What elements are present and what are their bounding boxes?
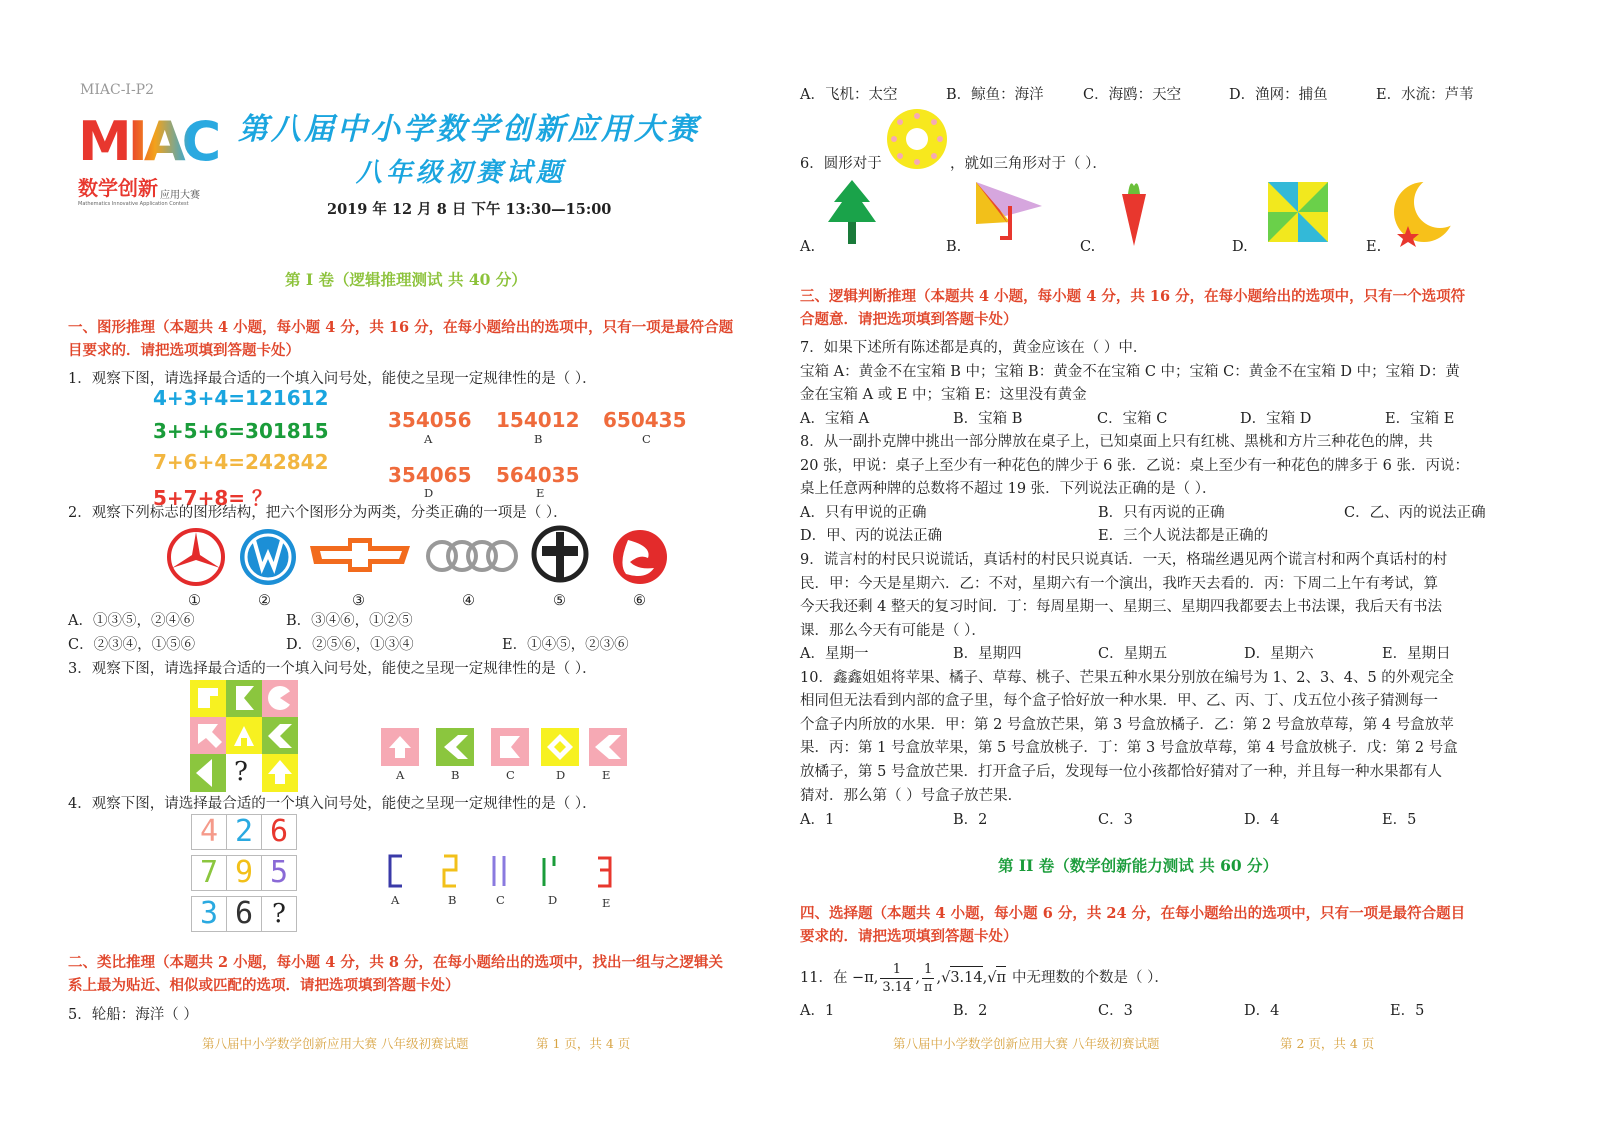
- exam-code: MIAC-I-P2: [80, 82, 155, 98]
- section2-heading-cont: 系上最为贴近、相似或匹配的选项．请把选项填到答题卡处）: [68, 977, 460, 994]
- q4-option-a-letter: A: [391, 893, 400, 907]
- q8-option-b: B．只有丙说的正确: [1098, 505, 1225, 521]
- exam-date: 2019 年 12 月 8 日 下午 13:30—15:00: [327, 201, 612, 218]
- q1-option-e-value: 564035: [496, 463, 580, 487]
- section3-heading-cont: 合题意．请把选项填到答题卡处）: [800, 311, 1018, 328]
- miac-logo: [78, 112, 218, 212]
- q8-option-a: A．只有甲说的正确: [800, 505, 927, 521]
- part1-title: 第 I 卷（逻辑推理测试 共 40 分）: [285, 270, 527, 289]
- question-6-suffix: ，就如三角形对于（ ）．: [950, 156, 1107, 172]
- question-11: 11．在 −π, 1 3.14 , 1 π ,√ 3.14 ,√ π 中无理数的个数是（ ）．: [800, 961, 1169, 995]
- q1-option-b-letter: B: [534, 432, 543, 446]
- q4-cell-8: 6: [226, 896, 262, 932]
- q2-number-1: ①: [188, 593, 201, 609]
- q1-option-e-letter: E: [536, 486, 545, 500]
- q9-option-b: B．星期四: [953, 646, 1022, 662]
- question-2: 2．观察下列标志的图形结构，把六个图形分为两类，分类正确的一项是（ ）．: [68, 505, 568, 521]
- q2-option-a: A．①③⑤，②④⑥: [68, 613, 195, 629]
- q5-option-e: E．水流：芦苇: [1376, 87, 1474, 103]
- section1-heading: 一、图形推理（本题共 4 小题，每小题 4 分，共 16 分，在每小题给出的选项中，只有一项是最符合题: [68, 319, 734, 336]
- q4-cell-2: 2: [226, 814, 262, 850]
- question-9-line-1: 9．谎言村的村民只说谎话，真话村的村民只说真话．一天，格瑞丝遇见两个谎言村和两个真话村的村: [800, 552, 1448, 568]
- q8-option-d: D．甲、丙的说法正确: [800, 528, 943, 544]
- hongqi-logo-icon: [534, 528, 586, 580]
- section3-heading: 三、逻辑判断推理（本题共 4 小题，每小题 4 分，共 16 分，在每小题给出的选项中，只有一个选项符: [800, 288, 1466, 305]
- q10-option-d: D．4: [1244, 812, 1280, 828]
- pinwheel-icon: [1268, 182, 1328, 242]
- q3-question-mark: ?: [234, 757, 248, 787]
- q1-option-c-value: 650435: [603, 408, 687, 432]
- section4-heading-cont: 要求的．请把选项填到答题卡处）: [800, 928, 1018, 945]
- question-6-prefix: 6．圆形对于: [800, 156, 882, 172]
- q1-option-d-value: 354065: [388, 463, 472, 487]
- q2-number-4: ④: [462, 593, 475, 609]
- question-9-line-4: 课．那么今天有可能是（ ）．: [800, 623, 986, 639]
- moon-star-icon: [1394, 176, 1464, 247]
- question-10-line-4: 果．丙：第 1 号盒放苹果，第 5 号盒放桃子．丁：第 3 号盒放草莓，第 4 号盒放桃子．戊：第 2 号盒: [800, 740, 1458, 756]
- question-10-line-3: 个盒子内所放的水果．甲：第 2 号盒放芒果，第 3 号盒放橘子．乙：第 2 号盒放草莓，第 4 号盒放苹: [800, 717, 1454, 733]
- q1-equation-3: 7+6+4=242842: [153, 450, 329, 474]
- q4-option-c-letter: C: [496, 893, 505, 907]
- mercedes-logo-icon: [169, 530, 223, 584]
- question-4: 4．观察下图，请选择最合适的一个填入问号处，能使之呈现一定规律性的是（ ）．: [68, 796, 597, 812]
- q1-equation-4: 5+7+8= ？: [153, 486, 272, 510]
- question-8-line-3: 桌上任意两种牌的总数将不超过 19 张．下列说法正确的是（ ）．: [800, 481, 1217, 497]
- q1-option-b-value: 154012: [496, 408, 580, 432]
- volkswagen-logo-icon: [240, 529, 296, 585]
- q10-option-c: C．3: [1098, 812, 1133, 828]
- logo-subtitle2: 应用大赛: [160, 190, 200, 201]
- q8-option-e: E．三个人说法都是正确的: [1098, 528, 1269, 544]
- q3-option-b-letter: B: [451, 768, 460, 782]
- q9-option-c: C．星期五: [1098, 646, 1168, 662]
- q11-prefix: 11．在 −π,: [800, 969, 879, 986]
- page1-number: 第 1 页，共 4 页: [536, 1036, 631, 1051]
- q4-cell-6: 5: [261, 855, 297, 891]
- q4-options: [384, 852, 624, 892]
- q8-option-c: C．乙、丙的说法正确: [1344, 505, 1486, 521]
- question-5: 5．轮船：海洋（ ）: [68, 1007, 198, 1023]
- q11-option-c: C．3: [1098, 1003, 1133, 1019]
- question-3: 3．观察下图，请选择最合适的一个填入问号处，能使之呈现一定规律性的是（ ）．: [68, 661, 597, 677]
- chevrolet-logo-icon: [310, 538, 410, 572]
- exam-title: 第八届中小学数学创新应用大赛: [238, 112, 700, 147]
- donut-icon: [886, 108, 948, 170]
- exam-subtitle: 八年级初赛试题: [356, 158, 567, 188]
- q4-cell-5: 9: [226, 855, 262, 891]
- page1-footer: 第八届中小学数学创新应用大赛 八年级初赛试题: [202, 1036, 469, 1051]
- q4-cell-3: 6: [261, 814, 297, 850]
- q10-option-a: A．1: [800, 812, 835, 828]
- logo-subtitle: 数学创新: [78, 176, 158, 200]
- q2-option-d: D．②⑤⑥，①③④: [286, 637, 414, 653]
- umbrella-icon: [976, 182, 1042, 238]
- q7-body-2: 金在宝箱 A 或 E 中；宝箱 E：这里没有黄金: [800, 387, 1087, 403]
- dongfeng-logo-icon: [613, 530, 667, 584]
- section1-heading-cont: 目要求的．请把选项填到答题卡处）: [68, 342, 300, 359]
- question-9-line-2: 民．甲：今天是星期六．乙：不对，星期六有一个演出，我昨天去看的．丙：下周二上午有考试，算: [800, 576, 1438, 592]
- logo-tagline: Mathematics Innovative Application Contest: [78, 201, 189, 207]
- question-10-line-6: 猜对．那么第（ ）号盒子放芒果．: [800, 788, 1023, 804]
- carrot-icon: [1122, 183, 1146, 246]
- q11-option-a: A．1: [800, 1003, 835, 1019]
- q6-option-c-letter: C.: [1080, 239, 1096, 255]
- question-7: 7．如果下述所有陈述都是真的，黄金应该在（ ）中．: [800, 340, 1148, 356]
- q4-option-d-letter: D: [548, 893, 558, 907]
- section4-heading: 四、选择题（本题共 4 小题，每小题 6 分，共 24 分，在每小题给出的选项中，只有一项是最符合题目: [800, 905, 1466, 922]
- q2-logos: [160, 524, 680, 590]
- q3-option-e-letter: E: [602, 768, 611, 782]
- q5-option-c: C．海鸥：天空: [1083, 87, 1182, 103]
- q1-option-d-letter: D: [424, 486, 434, 500]
- q6-option-b-letter: B.: [946, 239, 962, 255]
- q3-option-d-letter: D: [556, 768, 566, 782]
- q6-option-a-letter: A.: [800, 239, 816, 255]
- q5-option-d: D．渔网：捕鱼: [1229, 87, 1328, 103]
- q11-fraction-2: 1 π: [923, 961, 933, 995]
- question-1: 1．观察下图，请选择最合适的一个填入问号处，能使之呈现一定规律性的是（ ）．: [68, 371, 597, 387]
- tree-icon: [828, 180, 876, 244]
- part2-title: 第 II 卷（数学创新能力测试 共 60 分）: [998, 856, 1279, 875]
- q2-number-3: ③: [352, 593, 365, 609]
- page2-footer: 第八届中小学数学创新应用大赛 八年级初赛试题: [893, 1036, 1160, 1051]
- q3-options: [381, 728, 629, 768]
- section2-heading: 二、类比推理（本题共 2 小题，每小题 4 分，共 8 分，在每小题给出的选项中，找出一组与之逻辑关: [68, 954, 724, 971]
- q4-cell-9: ?: [261, 896, 297, 932]
- question-8-line-1: 8．从一副扑克牌中挑出一部分牌放在桌子上，已知桌面上只有红桃、黑桃和方片三种花色的牌，共: [800, 434, 1433, 450]
- q11-option-d: D．4: [1244, 1003, 1280, 1019]
- question-10-line-5: 放橘子，第 5 号盒放芒果．打开盒子后，发现每一位小孩都恰好猜对了一种，并且每一种水果都有人: [800, 764, 1442, 780]
- q1-equation-1: 4+3+4=121612: [153, 386, 329, 410]
- q2-option-c: C．②③④，①⑤⑥: [68, 637, 196, 653]
- q1-option-c-letter: C: [642, 432, 651, 446]
- q9-option-d: D．星期六: [1244, 646, 1314, 662]
- q11-option-b: B．2: [953, 1003, 988, 1019]
- q7-option-a: A．宝箱 A: [800, 411, 870, 427]
- q2-number-5: ⑤: [553, 593, 566, 609]
- q11-fraction-1: 1 3.14: [882, 961, 912, 995]
- q10-option-e: E．5: [1382, 812, 1417, 828]
- q9-option-a: A．星期一: [800, 646, 869, 662]
- question-10-line-1: 10．鑫鑫姐姐将苹果、橘子、草莓、桃子、芒果五种水果分别放在编号为 1、2、3、4、5 的外观完全: [800, 670, 1454, 686]
- page2-number: 第 2 页，共 4 页: [1280, 1036, 1375, 1051]
- q7-option-c: C．宝箱 C: [1097, 411, 1168, 427]
- q2-option-e: E．①④⑤，②③⑥: [502, 637, 629, 653]
- q11-sqrt-1: 3.14: [950, 966, 982, 990]
- q2-number-6: ⑥: [633, 593, 646, 609]
- q11-suffix: 中无理数的个数是（ ）．: [1012, 969, 1169, 986]
- q4-cell-7: 3: [191, 896, 227, 932]
- q6-option-d-letter: D.: [1232, 239, 1248, 255]
- q3-option-a-letter: A: [396, 768, 405, 782]
- q4-cell-1: 4: [191, 814, 227, 850]
- q1-equation-2: 3+5+6=301815: [153, 419, 329, 443]
- question-10-line-2: 相同但无法看到内部的盒子里，每个盒子恰好放一种水果．甲、乙、丙、丁、戊五位小孩子猜测每一: [800, 693, 1438, 709]
- q7-body-1: 宝箱 A：黄金不在宝箱 B 中；宝箱 B：黄金不在宝箱 C 中；宝箱 C：黄金不在宝箱 D 中；宝箱 D：黄: [800, 364, 1460, 380]
- q2-option-b: B．③④⑥，①②⑤: [286, 613, 413, 629]
- q1-option-a-letter: A: [424, 432, 433, 446]
- q4-option-e-letter: E: [602, 896, 611, 910]
- question-8-line-2: 20 张，甲说：桌子上至少有一种花色的牌少于 6 张．乙说：桌上至少有一种花色的牌多于 6 张．丙说：: [800, 458, 1469, 474]
- q6-option-e-letter: E.: [1366, 239, 1382, 255]
- q3-option-c-letter: C: [506, 768, 515, 782]
- audi-logo-icon: [428, 542, 516, 570]
- q11-sqrt-2: π: [996, 966, 1006, 990]
- q7-option-b: B．宝箱 B: [953, 411, 1023, 427]
- q4-cell-4: 7: [191, 855, 227, 891]
- q5-option-b: B．鲸鱼：海洋: [946, 87, 1044, 103]
- q5-option-a: A．飞机：太空: [800, 87, 898, 103]
- q1-option-a-value: 354056: [388, 408, 472, 432]
- logo-text: MIAC: [78, 110, 218, 173]
- q4-option-b-letter: B: [448, 893, 457, 907]
- q11-option-e: E．5: [1390, 1003, 1425, 1019]
- q7-option-e: E．宝箱 E: [1385, 411, 1455, 427]
- q10-option-b: B．2: [953, 812, 988, 828]
- q7-option-d: D．宝箱 D: [1240, 411, 1312, 427]
- question-9-line-3: 今天我还剩 4 整天的复习时间．丁：每周星期一、星期三、星期四我都要去上书法课，我后天有书法: [800, 599, 1442, 615]
- q2-number-2: ②: [258, 593, 271, 609]
- q9-option-e: E．星期日: [1382, 646, 1451, 662]
